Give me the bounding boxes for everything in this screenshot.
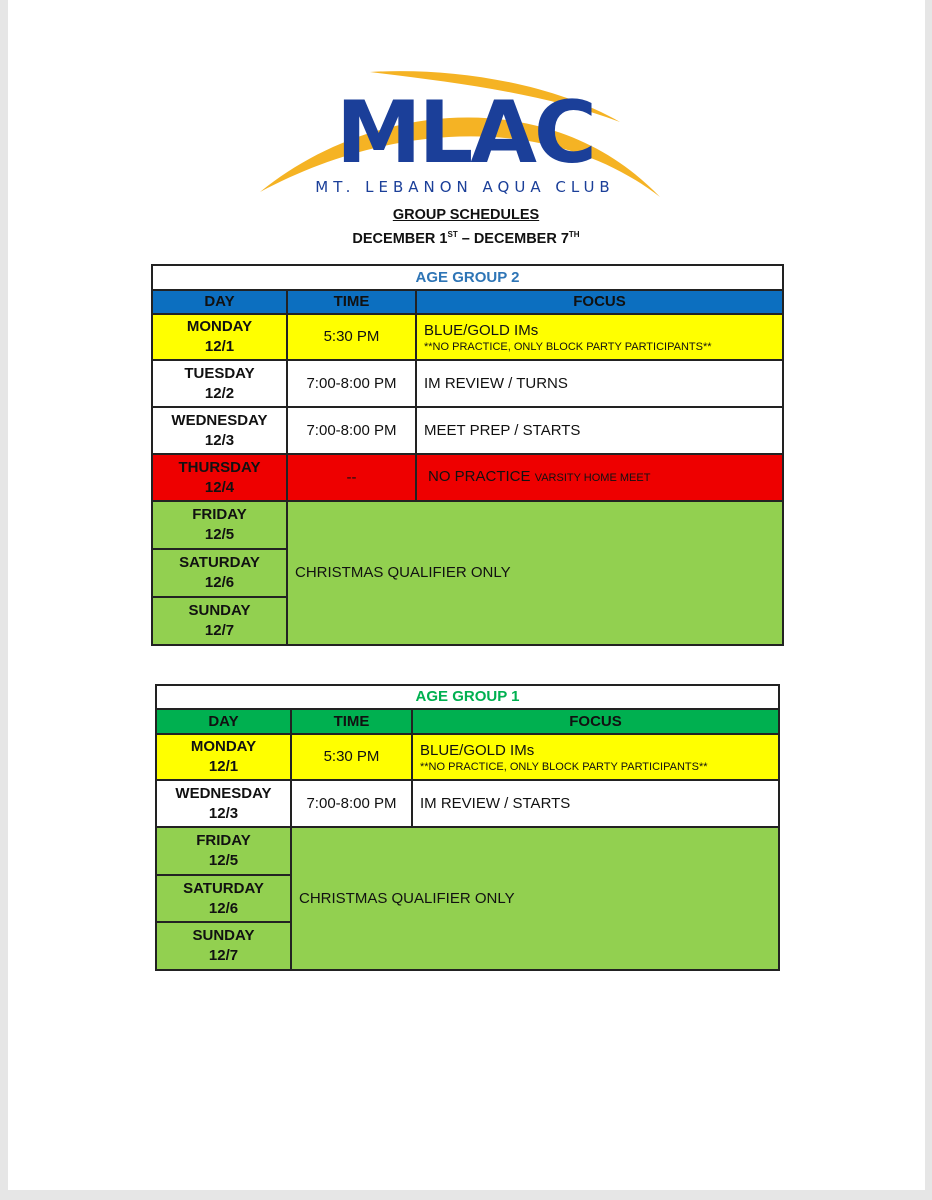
col-header-time: TIME — [287, 290, 416, 314]
table-title: AGE GROUP 2 — [152, 265, 783, 290]
time-cell: -- — [287, 454, 416, 501]
day-cell: SATURDAY 12/6 — [156, 875, 291, 922]
mlac-logo — [250, 62, 680, 202]
day-cell: FRIDAY 12/5 — [152, 501, 287, 549]
table-row — [152, 454, 783, 501]
focus-cell: IM REVIEW / STARTS — [412, 780, 779, 827]
day-cell: WEDNESDAY 12/3 — [156, 780, 291, 827]
day-cell: MONDAY 12/1 — [156, 734, 291, 780]
merged-focus-cell: CHRISTMAS QUALIFIER ONLY — [287, 501, 783, 645]
col-header-focus: FOCUS — [416, 290, 783, 314]
day-cell: TUESDAY 12/2 — [152, 360, 287, 407]
table-row — [152, 314, 783, 360]
focus-cell: MEET PREP / STARTS — [416, 407, 783, 454]
col-header-focus: FOCUS — [412, 709, 779, 734]
table-row — [156, 780, 779, 827]
merged-focus-cell: CHRISTMAS QUALIFIER ONLY — [291, 827, 779, 970]
day-cell: WEDNESDAY 12/3 — [152, 407, 287, 454]
table-row — [156, 734, 779, 780]
day-cell: SUNDAY 12/7 — [152, 597, 287, 645]
focus-cell: IM REVIEW / TURNS — [416, 360, 783, 407]
time-cell: 5:30 PM — [287, 314, 416, 360]
day-cell: FRIDAY 12/5 — [156, 827, 291, 875]
day-cell: SATURDAY 12/6 — [152, 549, 287, 597]
focus-cell: NO PRACTICE VARSITY HOME MEET — [416, 454, 783, 501]
table-row — [156, 827, 779, 875]
col-header-day: DAY — [156, 709, 291, 734]
time-cell: 5:30 PM — [291, 734, 412, 780]
table-title: AGE GROUP 1 — [156, 685, 779, 709]
age-group-2-table — [151, 264, 784, 646]
date-range: DECEMBER 1ST – DECEMBER 7TH — [352, 230, 580, 247]
time-cell: 7:00-8:00 PM — [287, 407, 416, 454]
table-row — [152, 501, 783, 549]
col-header-time: TIME — [291, 709, 412, 734]
age-group-1-table — [155, 684, 780, 971]
focus-cell: BLUE/GOLD IMs **NO PRACTICE, ONLY BLOCK PARTY PARTICIPANTS** — [416, 314, 783, 360]
col-header-day: DAY — [152, 290, 287, 314]
focus-cell: BLUE/GOLD IMs **NO PRACTICE, ONLY BLOCK PARTY PARTICIPANTS** — [412, 734, 779, 780]
day-cell: THURSDAY 12/4 — [152, 454, 287, 501]
time-cell: 7:00-8:00 PM — [287, 360, 416, 407]
day-cell: MONDAY 12/1 — [152, 314, 287, 360]
schedule-heading: GROUP SCHEDULES — [392, 207, 540, 223]
day-cell: SUNDAY 12/7 — [156, 922, 291, 970]
svg-text:MT. LEBANON AQUA CLUB: MT. LEBANON AQUA CLUB — [315, 178, 615, 196]
table-row — [152, 407, 783, 454]
table-row — [152, 360, 783, 407]
time-cell: 7:00-8:00 PM — [291, 780, 412, 827]
svg-text:MLAC: MLAC — [335, 83, 595, 183]
